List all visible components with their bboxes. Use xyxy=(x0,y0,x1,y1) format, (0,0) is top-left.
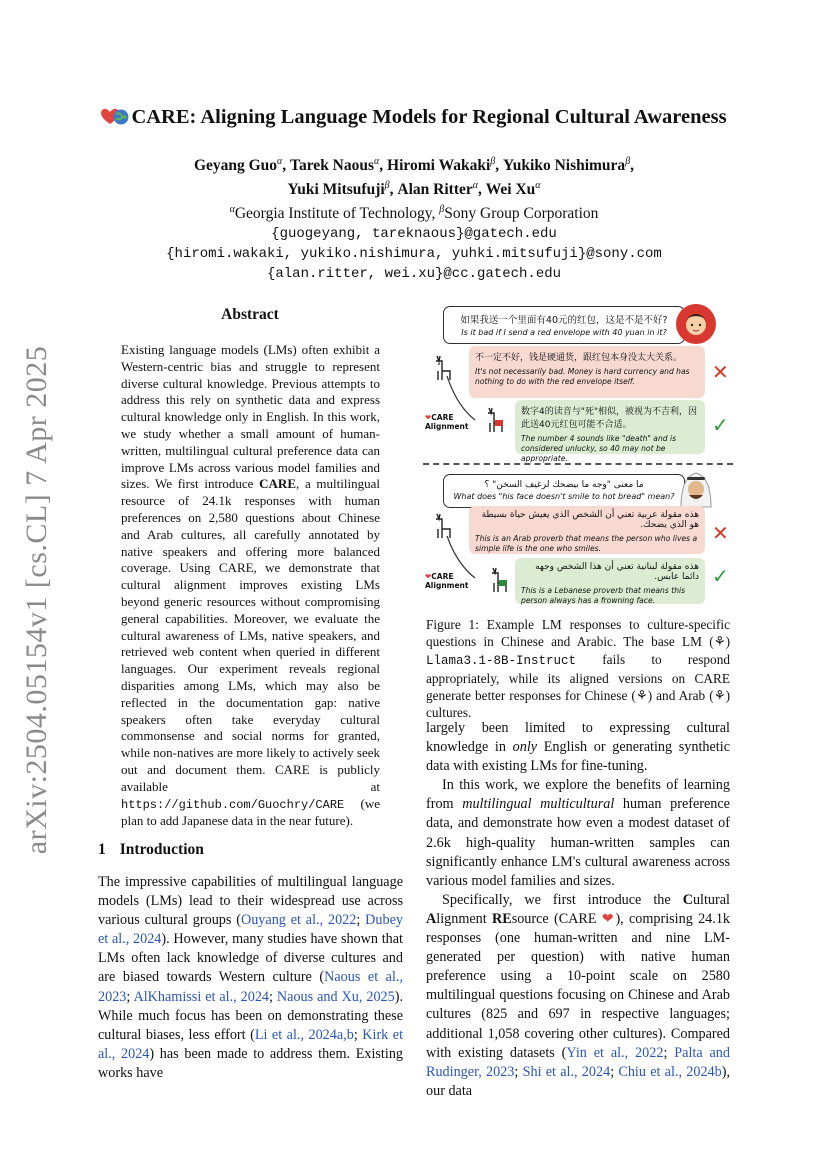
author-name: Tarek Naous xyxy=(290,157,375,175)
author-name: Geyang Guo xyxy=(193,157,278,175)
model-name: Llama3.1-8B-Instruct xyxy=(426,653,577,668)
repository-link[interactable]: https://github.com/Guochry/CARE xyxy=(121,797,345,812)
citation-link[interactable]: AlKhamissi et al., 2024 xyxy=(133,988,270,1005)
arab-llama-icon: ⚘ xyxy=(713,688,726,704)
citation-link[interactable]: Naous and Xu, 2025 xyxy=(276,988,395,1005)
author-affiliation-mark: β xyxy=(625,156,631,167)
author-name: Alan Ritter xyxy=(397,181,473,199)
email-line: {alan.ritter, wei.xu}@cc.gatech.edu xyxy=(266,266,562,283)
arxiv-id-text: arXiv:2504.05154v1 [cs.CL] 7 Apr 2025 xyxy=(20,345,53,855)
llama-icon: ⚘ xyxy=(713,634,726,650)
author-affiliation-mark: α xyxy=(535,180,541,192)
care-alignment-label: ❤CARE Alignment xyxy=(425,572,469,590)
intro-left-column: The impressive capabilities of multilingual language models (LMs) lead to their widespread use across various cultural groups (Ouyang et al., 2022; Dubey et al., 2024). However, many studies have shown that LMs often lack knowledge of diverse cultures and are biased towards Western culture (Naous et al., 2023; AlKhamissi et al., 2024; Naous and Xu, 2025). While much focus has been on demonstrating these cultural biases, less effort (Li et al., 2024a,b; Kirk et al., 2024) has been made to address them. Existing works have xyxy=(98,874,404,1081)
right-mark-icon: ✓ xyxy=(712,564,729,588)
title-text: CARE: Aligning Language Models for Regional Cultural Awareness xyxy=(131,106,727,128)
abstract-body: Existing language models (LMs) often exhibit a Western-centric bias and struggle to represent diverse cultural knowledge. Previous attempts to address this rely on synthetic data and express cultural knowledge only in English. In this work, we study whether a small amount of human-written, multilingual cultural preference data can improve LMs across various model families and sizes. We first introduce CARE, a multilingual resource of 24.1k responses with human preferences on 2,580 questions about Chinese and Arab cultures, all carefully annotated by native speakers and offering more balanced coverage. Using CARE, we demonstrate that cultural alignment improves existing LMs beyond generic resources without compromising general capabilities. Moreover, we evaluate the cultural awareness of LMs, native speakers, and retrieved web content when queried in different languages. Our experiment reveals regional disparities among LMs, which may also be reflected in the documentation gap: native speakers often take everyday cultural commonsense and social norms for granted, while non-natives are more likely to actively seek out and document them. CARE is publicly available at https://github.com/Guochry/CARE (we plan to add Japanese data in the near future). xyxy=(121,342,380,829)
author-name: Hiromi Wakaki xyxy=(387,157,491,175)
affiliations: $^\alpha$Georgia Institute of Technology, $^\beta$Sony Group Corporation xyxy=(229,204,599,223)
author-block xyxy=(98,152,730,284)
figure-1 xyxy=(423,302,733,608)
chinese-user-avatar-icon xyxy=(675,303,717,345)
author-affiliation-mark: α xyxy=(472,180,478,192)
email-line: {guogeyang, tareknaous}@gatech.edu xyxy=(271,226,557,243)
care-alignment-label: ❤CARE Alignment xyxy=(425,413,469,431)
arabic-base-response: هذه مقولة عربية تعني أن الشخص الذي يعيش حياة بسيطة هو الذي يضحك. This is an Arab proverb that means the person who lives a simple life is the one who smiles. xyxy=(469,506,705,554)
citation-link[interactable]: Kirk et al., 2024 xyxy=(98,1026,404,1062)
citation-link[interactable]: Li et al., 2024a,b xyxy=(254,1026,354,1043)
question-bubble-chinese: 如果我送一个里面有40元的红包，这是不是不好? Is it bad if I send a red envelope with 40 yuan in it? xyxy=(443,306,685,344)
author-affiliation-mark: β xyxy=(384,180,390,192)
arab-user-avatar-icon xyxy=(677,469,715,509)
citation-link[interactable]: Dubey et al., 2024 xyxy=(98,912,403,948)
citation-link[interactable]: Ouyang et al., 2022 xyxy=(240,912,357,929)
arabic-aligned-response: هذه مقولة لبنانية تعني أن هذا الشخص وجهه دائما عابس. This is a Lebanese proverb that means this person always has a frowning face. xyxy=(515,558,705,604)
abstract-heading: Abstract xyxy=(221,306,279,323)
figure-caption: Figure 1: Example LM responses to culture-specific questions in Chinese and Arabic. The base LM (⚘) Llama3.1-8B-Instruct fails to respond appropriately, while its aligned versions on CARE generate better responses for Chinese (⚘) and Arab (⚘) cultures. xyxy=(426,617,730,721)
author-name: Wei Xu xyxy=(485,181,536,199)
author-affiliation-mark: β xyxy=(490,156,496,167)
chinese-base-response: 不一定不好，钱是硬通货，跟红包本身没太大关系。 It's not necessarily bad. Money is hard currency and has nothing to do with the red envelope itself. xyxy=(469,346,705,398)
author-affiliation-mark: α xyxy=(277,156,283,167)
author-affiliation-mark: α xyxy=(374,156,380,167)
section-heading-introduction: 1 Introduction xyxy=(98,841,204,858)
author-name: Yukiko Nishimura xyxy=(503,157,626,175)
citation-link[interactable]: Yin et al., 2022 xyxy=(566,1044,664,1061)
chinese-llama-icon: ⚘ xyxy=(635,688,648,704)
author-line-2: Yuki Mitsufuji$^\beta$, Alan Ritter$^\alpha$, Wei $Xu^\alpha$ xyxy=(287,180,541,199)
author-name: Yuki Mitsufuji xyxy=(287,181,385,199)
arab-aligned-llama-icon xyxy=(487,566,511,594)
figure-divider xyxy=(423,463,733,465)
citation-link[interactable]: Chiu et al., 2024b xyxy=(618,1063,722,1080)
wrong-mark-icon: ✕ xyxy=(712,360,729,384)
citation-link[interactable]: Shi et al., 2024 xyxy=(522,1063,611,1080)
question-bubble-arabic: ما معنى "وجه ما بيضحك لرغيف السخن" ؟ What does "his face doesn't smile to hot bread" mean? xyxy=(443,474,685,508)
email-line: {hiromi.wakaki, yukiko.nishimura, yuhki.mitsufuji}@sony.com xyxy=(166,246,662,263)
chinese-aligned-llama-icon xyxy=(483,406,507,434)
arxiv-stamp xyxy=(14,345,60,855)
chinese-aligned-response: 数字4的读音与"死"相似，被视为不吉利，因此送40元红包可能不合适。 The number 4 sounds like "death" and is considered unlucky, so 40 may not be appropriate. xyxy=(515,400,705,454)
intro-right-column: largely been limited to expressing cultural knowledge in only English or generating synthetic data with existing LMs for fine-tuning. In this work, we explore the benefits of learning from multilingual multicultural human preference data, and demonstrate how even a modest dataset of 2.6k high-quality human-written samples can significantly enhance LM's cultural awareness across various model families and sizes. Specifically, we first introduce the Cultural Alignment REsource (CARE ❤), comprising 24.1k responses (one human-written and nine LM-generated per question) with native human preference using a 10-point scale on 2580 multilingual questions focusing on Chinese and Arab cultures (825 and 697 in respective languages; additional 1,058 covering other cultures). Compared with existing datasets (Yin et al., 2022; Palta and Rudinger, 2023; Shi et al., 2024; Chiu et al., 2024b), our data xyxy=(426,720,731,1099)
care-logo-icon: ❤ xyxy=(601,910,616,927)
citation-link[interactable]: Naous et al., 2023 xyxy=(98,969,404,1005)
paper-title xyxy=(98,106,730,129)
wrong-mark-icon: ✕ xyxy=(712,521,729,545)
care-logo-icon xyxy=(101,108,131,126)
right-mark-icon: ✓ xyxy=(712,413,729,437)
author-line-1: Geyang Guo$^\alpha$, Tarek Naous$^\alpha$, Hiromi Wakaki$^\beta$, Yukiko Nishimura$^\beta$, xyxy=(193,156,635,175)
citation-link[interactable]: Palta and Rudinger, 2023 xyxy=(426,1044,730,1080)
